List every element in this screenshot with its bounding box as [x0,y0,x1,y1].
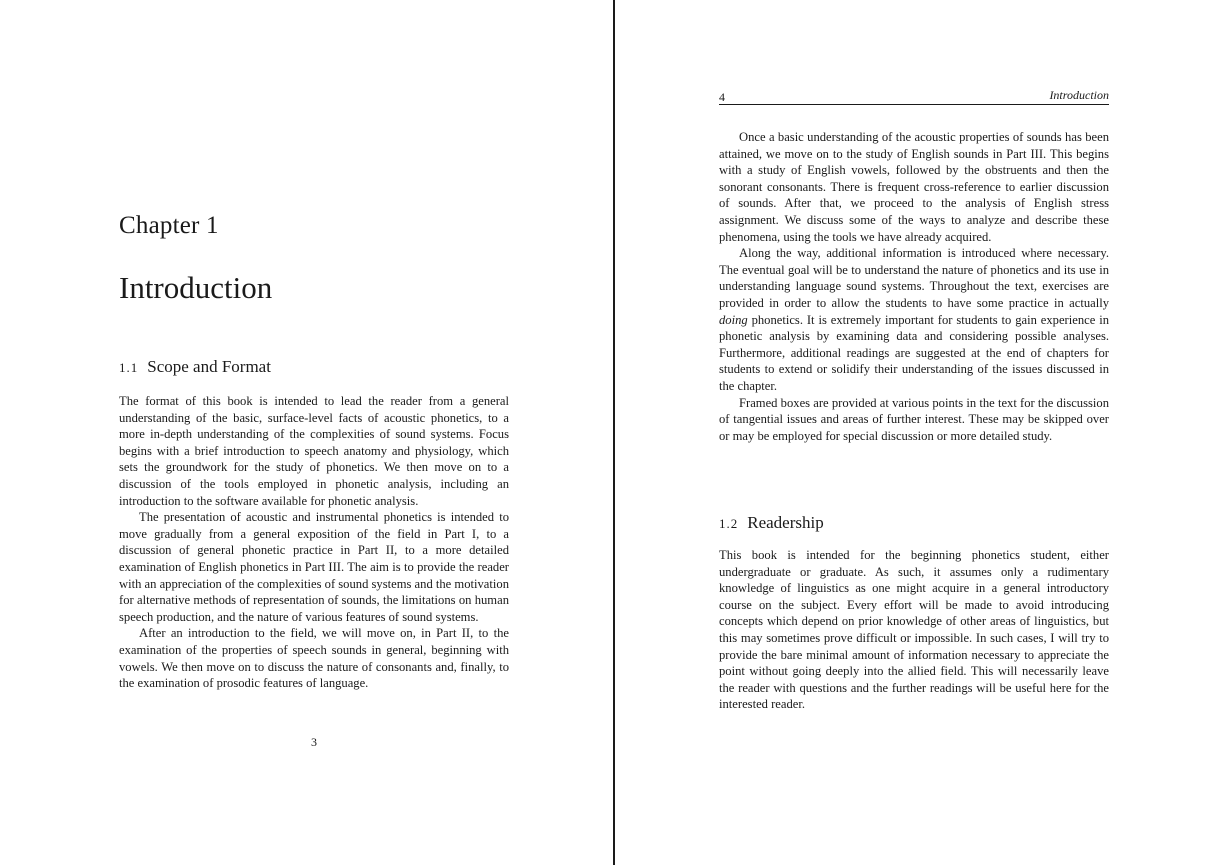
paragraph: After an introduction to the field, we will move on, in Part II, to the examination of the properties of speech sounds in general, beginning with vowels. We then move on to discuss the nature of consonants and, finally, to the examination of prosodic features of language. [119,626,509,691]
running-head-page-number: 4 [719,90,725,104]
section-title: Scope and Format [147,357,271,376]
emphasis-text: doing [719,312,748,327]
left-page [0,0,613,865]
section-number: 1.2 [719,516,739,531]
chapter-title: Introduction [119,270,273,305]
paragraph: Framed boxes are provided at various points in the text for the discussion of tangential issues and areas of further interest. These may be skipped over or may be employed for special discussion or more detailed study. [719,395,1109,443]
paragraph: Once a basic understanding of the acoustic properties of sounds has been attained, we move on to the study of English sounds in Part III. This begins with a study of English vowels, followed by the obstruents and then the sonorant consonants. There is frequent cross-reference to earlier discussion of sounds. After that, we proceed to the analysis of English stress assignment. We discuss some of the ways to analyze and describe these phenomena, using the tools we have already acquired. [719,130,1109,244]
page-number: 3 [311,735,317,749]
paragraph [719,245,1109,394]
paragraph-text: Along the way, additional information is introduced where necessary. The eventual goal will be to understand the nature of phonetics and its use in understanding language sound systems. Throughout the text, exercises are provided in order to allow the students to have some practice in actually [719,246,1109,310]
section-title: Readership [747,513,824,532]
right-page [615,0,1227,865]
running-head [719,88,1109,105]
paragraph: This book is intended for the beginning phonetics student, either undergraduate or graduate. As such, it assumes only a rudimentary knowledge of linguistics as one might acquire in a general introductory course on the subject. Every effort will be made to avoid introducing concepts which depend on prior knowledge of other areas of linguistics, but this may sometimes prove difficult or impossible. In such cases, I will try to provide the bare minimal amount of information necessary to appreciate the point without going deeply into the allied field. This will necessarily leave the reader with questions and the further readings will be useful here for the interested reader. [719,548,1109,712]
paragraph: The presentation of acoustic and instrumental phonetics is intended to move gradually from a general exposition of the field in Part I, to a discussion of general phonetic practice in Part II, to a more detailed examination of English phonetics in Part III. The aim is to provide the reader with an appreciation of the complexities of sound systems and the motivation for alternative methods of representation of sounds, the limitations on human speech production, and the nature of various features of sound systems. [119,510,509,624]
paragraph-text: phonetics. It is extremely important for students to gain experience in phonetic analysis by examining data and considering possible analyses. Furthermore, additional readings are suggested at the end of chapters for students to extend or solidify their understanding of the issues discussed in the chapter. [719,312,1109,393]
section-number: 1.1 [119,360,139,375]
chapter-label: Chapter 1 [119,212,219,239]
readership-body-text [719,547,1109,713]
section-heading-scope [119,357,271,377]
section-heading-readership [719,513,824,533]
paragraph: The format of this book is intended to lead the reader from a general understanding of the basic, surface-level facts of acoustic phonetics, to a more in-depth understanding of the complexities of sound systems. Focus begins with a brief introduction to speech anatomy and physiology, which sets the groundwork for the study of phonetics. We then move on to a discussion of the tools employed in phonetic analysis, including an introduction to the software available for phonetic analysis. [119,394,509,508]
right-body-text [719,129,1109,444]
left-body-text [119,393,509,692]
running-head-title: Introduction [1049,88,1109,102]
